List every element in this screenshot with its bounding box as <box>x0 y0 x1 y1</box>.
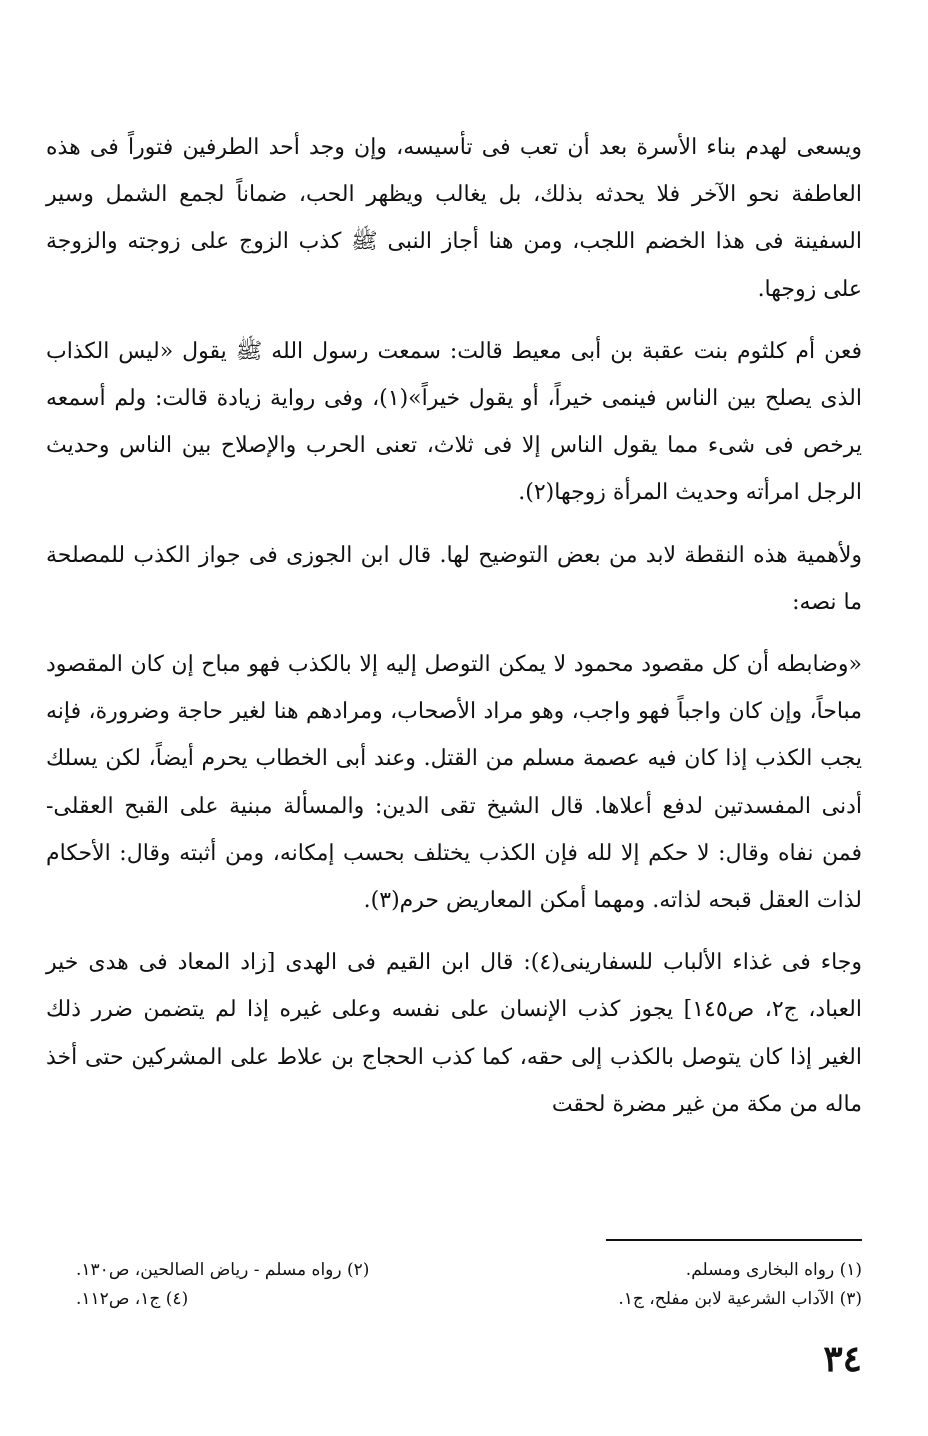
footnotes <box>46 1256 862 1314</box>
footnote-row <box>46 1285 862 1314</box>
footnote-row <box>46 1256 862 1285</box>
footnote-2: (٢) رواه مسلم - رياض الصالحين، ص١٣٠. <box>76 1260 370 1280</box>
paragraph-3: ولأهمية هذه النقطة لابد من بعض التوضيح لها. قال ابن الجوزى فى جواز الكذب للمصلحة ما نصه: <box>46 542 862 615</box>
paragraph-2: فعن أم كلثوم بنت عقبة بن أبى معيط قالت: سمعت رسول الله ﷺ يقول «ليس الكذاب الذى يصلح بين الناس فينمى خيراً، أو يقول خيراً»(١)، وفى رواية زيادة قالت: ولم أسمعه يرخص فى شىء مما يقول الناس إلا فى ثلاث، تعنى الحرب والإصلاح بين الناس وحديث الرجل امرأته وحديث المرأة زوجها(٢). <box>46 338 862 506</box>
footnote-3: (٣) الآداب الشرعية لابن مفلح، ج١. <box>618 1289 862 1309</box>
paragraph-1: ويسعى لهدم بناء الأسرة بعد أن تعب فى تأسيسه، وإن وجد أحد الطرفين فتوراً فى هذه العاطفة نحو الآخر فلا يحدثه بذلك، بل يغالب ويظهر الحب، ضماناً لجمع الشمل وسير السفينة فى هذا الخضم اللجب، ومن هنا أجاز النبى ﷺ كذب الزوج على زوجته والزوجة على زوجها. <box>46 135 862 302</box>
footnote-divider <box>606 1239 862 1241</box>
footnote-4: (٤) ج١، ص١١٢. <box>76 1289 189 1309</box>
page-number: ٣٤ <box>823 1338 862 1380</box>
paragraph-5: وجاء فى غذاء الألباب للسفارينى(٤): قال ابن القيم فى الهدى [زاد المعاد فى هدى خير العباد، ج٢، ص١٤٥] يجوز كذب الإنسان على نفسه وعلى غيره إذا لم يتضمن ضرر ذلك الغير إذا كان يتوصل بالكذب إلى حقه، كما كذب الحجاج بن علاط على المشركين حتى أخذ ماله من مكة من غير مضرة لحقت <box>46 950 862 1117</box>
body-text <box>46 124 862 1128</box>
paragraph-4-quote: «وضابطه أن كل مقصود محمود لا يمكن التوصل إليه إلا بالكذب فهو مباح إن كان المقصود مباحاً، وإن كان واجباً فهو واجب، وهو مراد الأصحاب، ومرادهم هنا لغير حاجة وضرورة، فإنه يجب الكذب إذا كان فيه عصمة مسلم من القتل. وعند أبى الخطاب يحرم أيضاً، لكن يسلك أدنى المفسدتين لدفع أعلاها. قال الشيخ تقى الدين: والمسألة مبنية على القبح العقلى- فمن نفاه وقال: لا حكم إلا لله فإن الكذب يختلف بحسب إمكانه، ومن أثبته وقال: الأحكام لذات العقل قبحه لذاته. ومهما أمكن المعاريض حرم(٣). <box>46 652 862 914</box>
footnote-1: (١) رواه البخارى ومسلم. <box>685 1260 862 1280</box>
